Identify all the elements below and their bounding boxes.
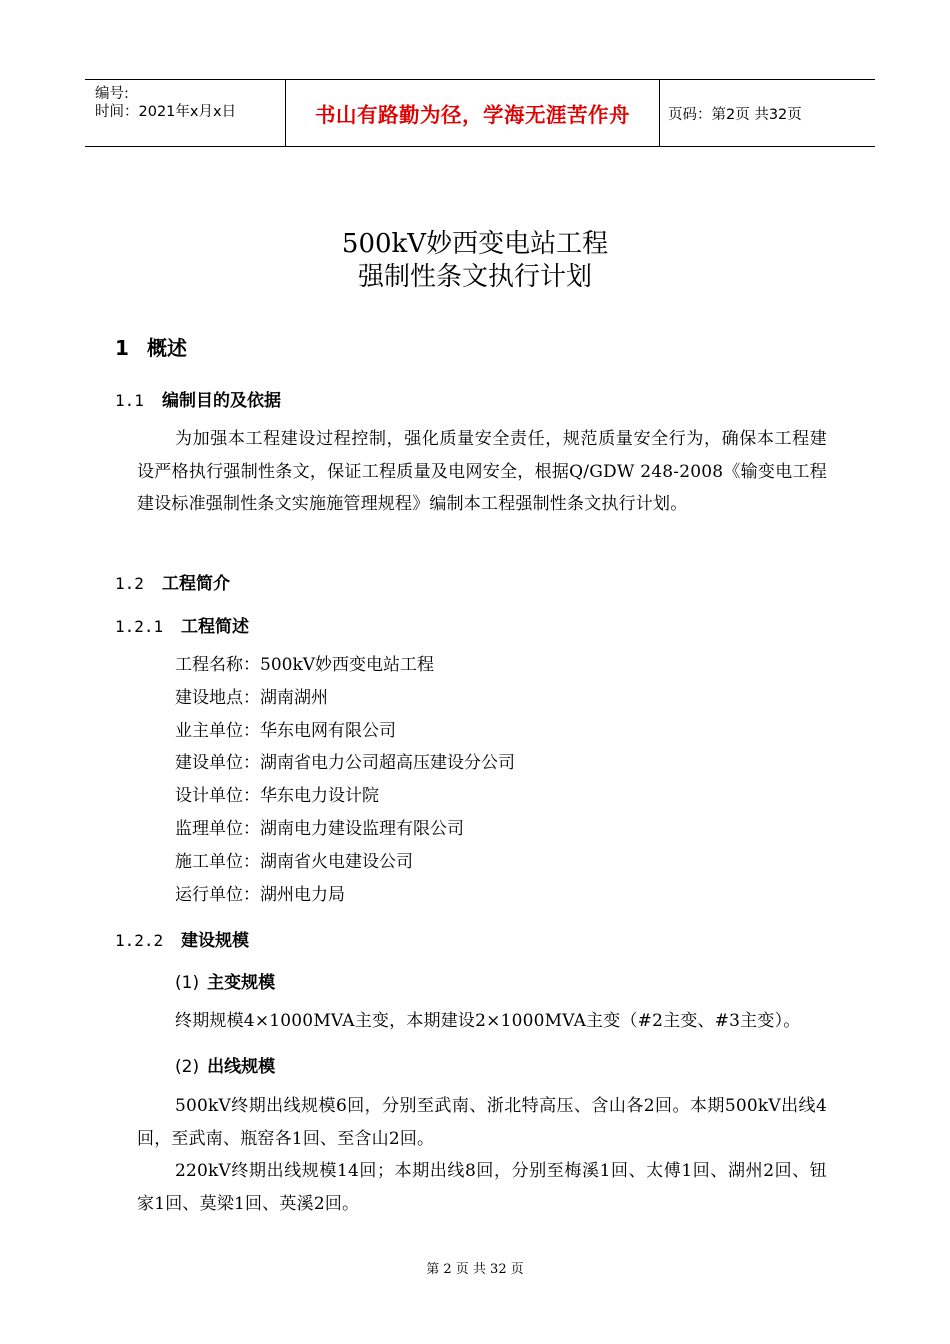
section-heading-1-2 <box>115 569 230 594</box>
section-number: 1.1 <box>115 391 144 410</box>
header-divider <box>659 80 660 146</box>
section-number: 1.2.2 <box>115 931 164 950</box>
document-title-line2: 强制性条文执行计划 <box>357 262 592 292</box>
section-title: 工程简述 <box>181 617 249 637</box>
page-header <box>85 79 875 147</box>
section-title: 工程简介 <box>162 574 230 594</box>
header-meta <box>95 80 283 146</box>
list-item: 运行单位：湖州电力局 <box>175 884 345 905</box>
list-item: 工程名称：500kV妙西变电站工程 <box>175 655 435 675</box>
document-title-line1: 500kV妙西变电站工程 <box>341 229 609 259</box>
header-page-label: 页码：第2页 共32页 <box>668 106 802 123</box>
outlet-220kv-paragraph: 220kV终期出线规模14回；本期出线8回，分别至梅溪1回、太傅1回、湖州2回、钮家1回、莫梁1回、英溪2回。 <box>137 1161 827 1214</box>
section-number: 1.2 <box>115 574 144 593</box>
section-heading-1-2-1 <box>115 612 249 637</box>
page-footer: 第 2 页 共 32 页 <box>426 1262 524 1277</box>
subsection-heading-transformer <box>175 968 275 993</box>
list-item: 施工单位：湖南省火电建设公司 <box>175 851 413 872</box>
subsection-title: 出线规模 <box>207 1057 276 1077</box>
subsection-title: 主变规模 <box>207 973 276 993</box>
list-item: 建设地点：湖南湖州 <box>175 687 328 708</box>
section-heading-1-1 <box>115 386 281 411</box>
section-heading-1-2-2 <box>115 926 249 951</box>
outlet-500kv-paragraph: 500kV终期出线规模6回，分别至武南、浙北特高压、含山各2回。本期500kV出线4回，至武南、瓶窑各1回、至含山2回。 <box>137 1096 827 1149</box>
header-motto: 书山有路勤为径，学海无涯苦作舟 <box>315 103 630 127</box>
section-title: 建设规模 <box>181 931 249 951</box>
header-time-label: 时间：2021年x月x日 <box>95 104 237 120</box>
subsection-number: (1) <box>175 973 200 993</box>
header-number-label: 编号: <box>95 86 129 102</box>
subsection-number: (2) <box>175 1057 200 1077</box>
purpose-paragraph: 为加强本工程建设过程控制，强化质量安全责任，规范质量安全行为，确保本工程建设严格执行强制性条文，保证工程质量及电网安全，根据Q/GDW 248-2008《输变电工程建设标准强制性条文实施施管理规程》编制本工程强制性条文执行计划。 <box>137 429 827 514</box>
subsection-heading-outlet <box>175 1052 275 1077</box>
section-number: 1 <box>115 336 129 360</box>
section-number: 1.2.1 <box>115 617 164 636</box>
list-item: 设计单位：华东电力设计院 <box>175 786 379 807</box>
transformer-paragraph: 终期规模4×1000MVA主变，本期建设2×1000MVA主变（#2主变、#3主变）。 <box>175 1011 801 1031</box>
section-title: 概述 <box>147 336 187 360</box>
list-item: 监理单位：湖南电力建设监理有限公司 <box>175 818 464 839</box>
section-title: 编制目的及依据 <box>162 391 281 411</box>
section-heading-1 <box>115 332 187 361</box>
project-info-list <box>175 649 515 911</box>
list-item: 建设单位：湖南省电力公司超高压建设分公司 <box>175 753 515 774</box>
list-item: 业主单位：华东电网有限公司 <box>175 720 396 741</box>
